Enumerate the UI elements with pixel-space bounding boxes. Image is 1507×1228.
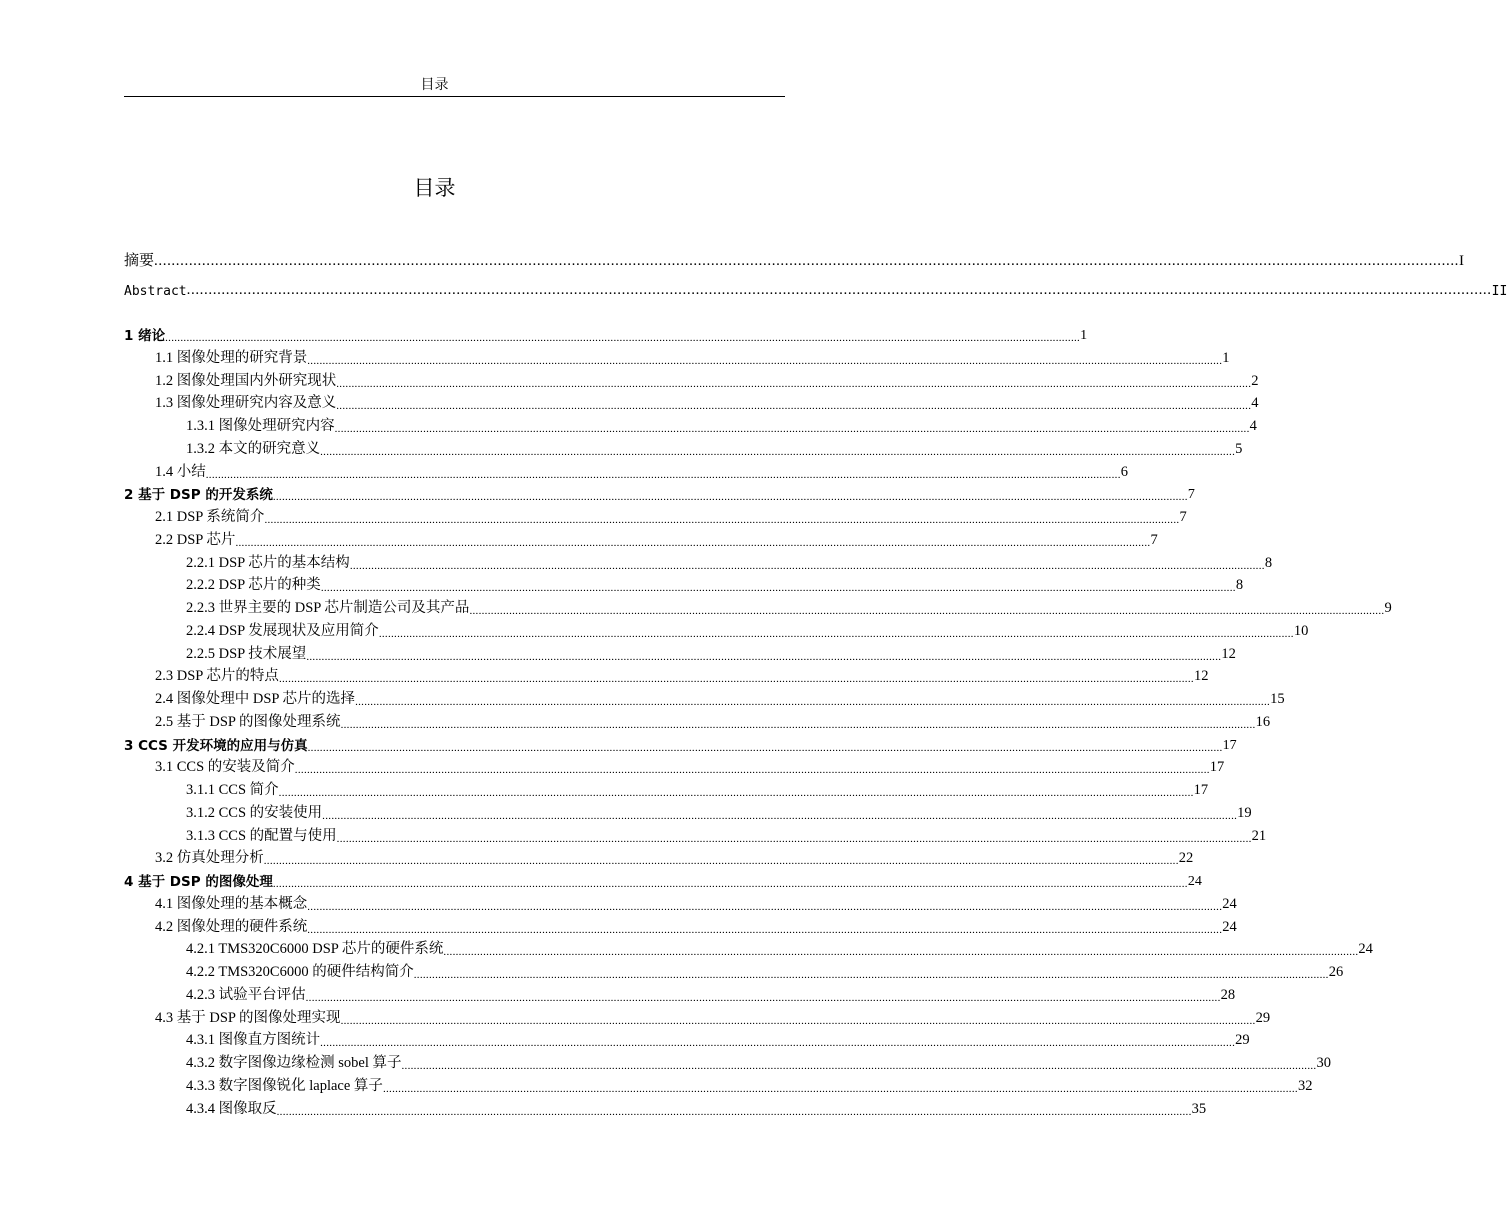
toc-entry-label: 3.1.3 CCS 的配置与使用 [186, 827, 337, 844]
toc-entry-page: 29 [1235, 1032, 1250, 1049]
toc-leader-dots: ............................................................................................................................................................................................................................................................................................................ [165, 332, 1081, 344]
toc-entry-label: 4.3 基于 DSP 的图像处理实现 [155, 1009, 341, 1026]
toc-leader-dots: ............................................................................................................................................................................................................................................................................................................ [340, 718, 1256, 731]
toc-entry-page: 12 [1221, 645, 1236, 662]
toc-leader-dots: ............................................................................................................................................................................................................................................................................................................ [355, 696, 1271, 708]
toc-entry-label: 2 基于 DSP 的开发系统 [124, 487, 273, 504]
toc-entry-label: 1.3.2 本文的研究意义 [186, 440, 321, 457]
toc-entry[interactable] [186, 1050, 1331, 1072]
toc-entry-label: 1.1 图像处理的研究背景 [155, 349, 308, 366]
toc-entry-label: 2.4 图像处理中 DSP 芯片的选择 [155, 691, 356, 707]
toc-entry-label: 2.2.3 世界主要的 DSP 芯片制造公司及其产品 [186, 600, 470, 616]
toc-entry-label: 1 绪论 [124, 328, 166, 344]
toc-entry[interactable] [186, 413, 1257, 435]
toc-entry[interactable] [124, 481, 1195, 504]
toc-leader-dots: ............................................................................................................................................................................................................................................................................................................ [264, 514, 1180, 526]
toc-leader-dots: ............................................................................................................................................................................................................................................................................................................ [278, 673, 1194, 686]
toc-entry-label: 1.3 图像处理研究内容及意义 [155, 395, 337, 412]
toc-entry-label: 2.2 DSP 芯片 [155, 531, 236, 548]
toc-leader-dots: ............................................................................................................................................................................................................................................................................................................ [378, 627, 1294, 640]
toc-entry[interactable] [186, 618, 1309, 640]
toc-entry-page: 7 [1187, 487, 1195, 503]
toc-leader-dots: ............................................................................................................................................................................................................................................................................................................ [382, 1082, 1298, 1095]
toc-entry-page: 19 [1237, 804, 1252, 821]
toc-leader-dots: ............................................................................................................................................................................................................................................................................................................ [340, 1014, 1256, 1027]
toc-entry-page: 6 [1120, 463, 1128, 480]
toc-entry-page: 17 [1193, 782, 1209, 798]
toc-entry[interactable] [186, 1027, 1250, 1050]
toc-entry-label: 3.1 CCS 的安装及简介 [155, 759, 295, 776]
toc-entry-page: 21 [1251, 827, 1267, 844]
toc-leader-dots: ............................................................................................................................................................................................................................................................................................................ [272, 491, 1188, 504]
toc-entry-page: 24 [1222, 895, 1237, 912]
toc-entry[interactable] [186, 1073, 1313, 1095]
toc-leader-dots: ............................................................................................................................................................................................................................................................................................................ [276, 1105, 1192, 1118]
toc-entry-label: 2.2.5 DSP 技术展望 [186, 645, 307, 662]
toc-leader-dots: ............................................................................................................................................................................................................................................................................................................ [186, 282, 1492, 298]
toc-entry-page: 16 [1255, 713, 1271, 730]
toc-entry[interactable] [124, 322, 1088, 344]
toc-entry[interactable] [186, 777, 1209, 799]
toc-entry[interactable] [124, 248, 1465, 270]
toc-entry-page: 15 [1270, 691, 1285, 707]
toc-leader-dots: ............................................................................................................................................................................................................................................................................................................ [469, 605, 1385, 617]
toc-entry-label: 4.3.4 图像取反 [186, 1100, 277, 1117]
toc-leader-dots: ............................................................................................................................................................................................................................................................................................................ [235, 536, 1151, 549]
toc-leader-dots: ............................................................................................................................................................................................................................................................................................................ [336, 832, 1252, 845]
toc-entry-page: 2 [1251, 372, 1259, 389]
toc-entry[interactable] [155, 914, 1237, 936]
toc-entry-label: 4.2.3 试验平台评估 [186, 986, 306, 1003]
toc-leader-dots: ............................................................................................................................................................................................................................................................................................................ [320, 1037, 1236, 1050]
toc-entry-page: 24 [1187, 874, 1202, 889]
toc-entry[interactable] [155, 368, 1259, 390]
toc-leader-dots: ............................................................................................................................................................................................................................................................................................................ [307, 923, 1223, 936]
toc-leader-dots: ............................................................................................................................................................................................................................................................................................................ [307, 741, 1223, 754]
running-header: 目录 [420, 78, 449, 93]
toc-leader-dots: ............................................................................................................................................................................................................................................................................................................ [272, 878, 1188, 890]
toc-entry-page: 35 [1191, 1100, 1207, 1117]
toc-entry-page: 5 [1235, 440, 1243, 457]
toc-entry-page: 4 [1251, 395, 1259, 412]
toc-leader-dots: ............................................................................................................................................................................................................................................................................................................ [320, 582, 1236, 595]
toc-leader-dots: ............................................................................................................................................................................................................................................................................................................ [334, 423, 1250, 435]
toc-entry-label: 2.1 DSP 系统简介 [155, 509, 265, 525]
toc-entry-label: 3 CCS 开发环境的应用与仿真 [124, 737, 308, 754]
toc-entry-page: 30 [1316, 1055, 1331, 1071]
toc-entry-page: 12 [1193, 668, 1209, 685]
toc-entry-page: 7 [1150, 531, 1158, 548]
header-rule [124, 96, 785, 97]
toc-entry[interactable] [186, 595, 1392, 617]
toc-entry[interactable] [155, 845, 1194, 868]
toc-leader-dots: ............................................................................................................................................................................................................................................................................................................ [336, 377, 1252, 390]
toc-entry-label: 2.3 DSP 芯片的特点 [155, 668, 279, 685]
toc-leader-dots: ............................................................................................................................................................................................................................................................................................................ [443, 946, 1359, 959]
toc-leader-dots: ............................................................................................................................................................................................................................................................................................................ [205, 468, 1121, 481]
toc-entry[interactable] [155, 709, 1271, 731]
toc-entry-label: 4.2.1 TMS320C6000 DSP 芯片的硬件系统 [186, 941, 444, 958]
toc-entry-page: 7 [1179, 509, 1187, 525]
toc-entry-page: 24 [1358, 941, 1373, 958]
toc-entry[interactable] [155, 686, 1285, 708]
toc-entry-label: 摘要 [124, 253, 155, 269]
toc-entry[interactable] [186, 1096, 1207, 1118]
toc-entry-page: 24 [1222, 918, 1237, 935]
toc-entry[interactable] [155, 1005, 1271, 1027]
toc-leader-dots: ............................................................................................................................................................................................................................................................................................................ [278, 787, 1194, 799]
toc-entry-page: 1 [1080, 328, 1088, 343]
toc-entry-label: 4.3.2 数字图像边缘检测 sobel 算子 [186, 1055, 402, 1071]
toc-entry[interactable] [124, 732, 1237, 754]
toc-entry-page: 29 [1255, 1009, 1271, 1026]
toc-entry[interactable] [186, 823, 1267, 845]
toc-entry-label: 4.2 图像处理的硬件系统 [155, 918, 308, 935]
toc-entry-label: 1.3.1 图像处理研究内容 [186, 418, 335, 434]
toc-entry-page: 32 [1297, 1077, 1313, 1094]
toc-entry[interactable] [155, 891, 1237, 913]
toc-entry-page: I [1459, 253, 1465, 269]
toc-entry[interactable] [124, 868, 1202, 890]
toc-entry-label: 3.1.1 CCS 简介 [186, 782, 279, 798]
toc-leader-dots: ............................................................................................................................................................................................................................................................................................................ [401, 1060, 1317, 1072]
toc-entry-label: 2.2.2 DSP 芯片的种类 [186, 577, 321, 594]
toc-entry[interactable] [186, 800, 1252, 822]
toc-entry-label: 1.2 图像处理国内外研究现状 [155, 372, 337, 389]
toc-entry-page: 1 [1222, 349, 1230, 366]
toc-entry[interactable] [186, 959, 1344, 981]
page-title: 目录 [413, 176, 456, 200]
toc-leader-dots: ............................................................................................................................................................................................................................................................................................................ [307, 354, 1223, 367]
toc-entry[interactable] [155, 345, 1230, 367]
toc-entry-label: 4.1 图像处理的基本概念 [155, 895, 308, 912]
toc-leader-dots: ............................................................................................................................................................................................................................................................................................................ [307, 900, 1223, 913]
toc-entry-label: 2.2.1 DSP 芯片的基本结构 [186, 554, 350, 571]
toc-entry[interactable] [155, 459, 1128, 481]
toc-entry-page: 9 [1384, 600, 1392, 616]
toc-leader-dots: ............................................................................................................................................................................................................................................................................................................ [306, 650, 1222, 663]
toc-entry-page: 10 [1293, 622, 1309, 639]
toc-entry[interactable] [124, 277, 1507, 299]
toc-entry-label: 3.1.2 CCS 的安装使用 [186, 804, 323, 821]
toc-entry-page: 17 [1209, 759, 1225, 776]
toc-entry[interactable] [186, 982, 1236, 1004]
toc-leader-dots: ............................................................................................................................................................................................................................................................................................................ [154, 253, 1460, 269]
toc-entry-page: 26 [1328, 964, 1344, 980]
toc-entry[interactable] [155, 390, 1259, 413]
toc-entry-page: 4 [1249, 418, 1257, 434]
toc-entry-label: 2.2.4 DSP 发展现状及应用简介 [186, 622, 379, 639]
toc-leader-dots: ............................................................................................................................................................................................................................................................................................................ [413, 969, 1329, 981]
toc-entry-page: 17 [1222, 737, 1237, 753]
toc-entry-page: 8 [1264, 554, 1273, 571]
toc-entry-page: 28 [1220, 986, 1236, 1003]
toc-entry[interactable] [155, 663, 1209, 686]
toc-entry-label: 1.4 小结 [155, 463, 206, 480]
toc-leader-dots: ............................................................................................................................................................................................................................................................................................................ [322, 809, 1238, 822]
toc-entry-label: 4.3.3 数字图像锐化 laplace 算子 [186, 1077, 383, 1094]
toc-entry-label: 2.5 基于 DSP 的图像处理系统 [155, 713, 341, 730]
toc-leader-dots: ............................................................................................................................................................................................................................................................................................................ [336, 400, 1252, 413]
toc-entry-page: 8 [1235, 577, 1244, 594]
toc-entry[interactable] [155, 527, 1158, 549]
toc-entry[interactable] [186, 641, 1236, 663]
toc-entry[interactable] [186, 936, 1373, 959]
toc-entry-page: 22 [1178, 850, 1194, 867]
toc-leader-dots: ............................................................................................................................................................................................................................................................................................................ [320, 445, 1236, 458]
toc-entry-label: 4.2.2 TMS320C6000 的硬件结构简介 [186, 964, 414, 980]
toc-leader-dots: ............................................................................................................................................................................................................................................................................................................ [305, 991, 1221, 1004]
toc-entry-page: II [1491, 284, 1507, 299]
toc-entry[interactable] [186, 436, 1243, 458]
toc-leader-dots: ............................................................................................................................................................................................................................................................................................................ [349, 559, 1265, 572]
toc-entry[interactable] [186, 550, 1273, 572]
toc-leader-dots: ............................................................................................................................................................................................................................................................................................................ [263, 855, 1179, 868]
toc-entry-label: 4.3.1 图像直方图统计 [186, 1032, 321, 1049]
toc-entry[interactable] [155, 504, 1187, 526]
toc-leader-dots: ............................................................................................................................................................................................................................................................................................................ [294, 764, 1210, 777]
toc-entry-label: Abstract [124, 284, 187, 299]
toc-entry-label: 3.2 仿真处理分析 [155, 850, 264, 867]
toc-entry-label: 4 基于 DSP 的图像处理 [124, 874, 273, 890]
toc-entry[interactable] [186, 572, 1244, 595]
toc-entry[interactable] [155, 754, 1225, 777]
